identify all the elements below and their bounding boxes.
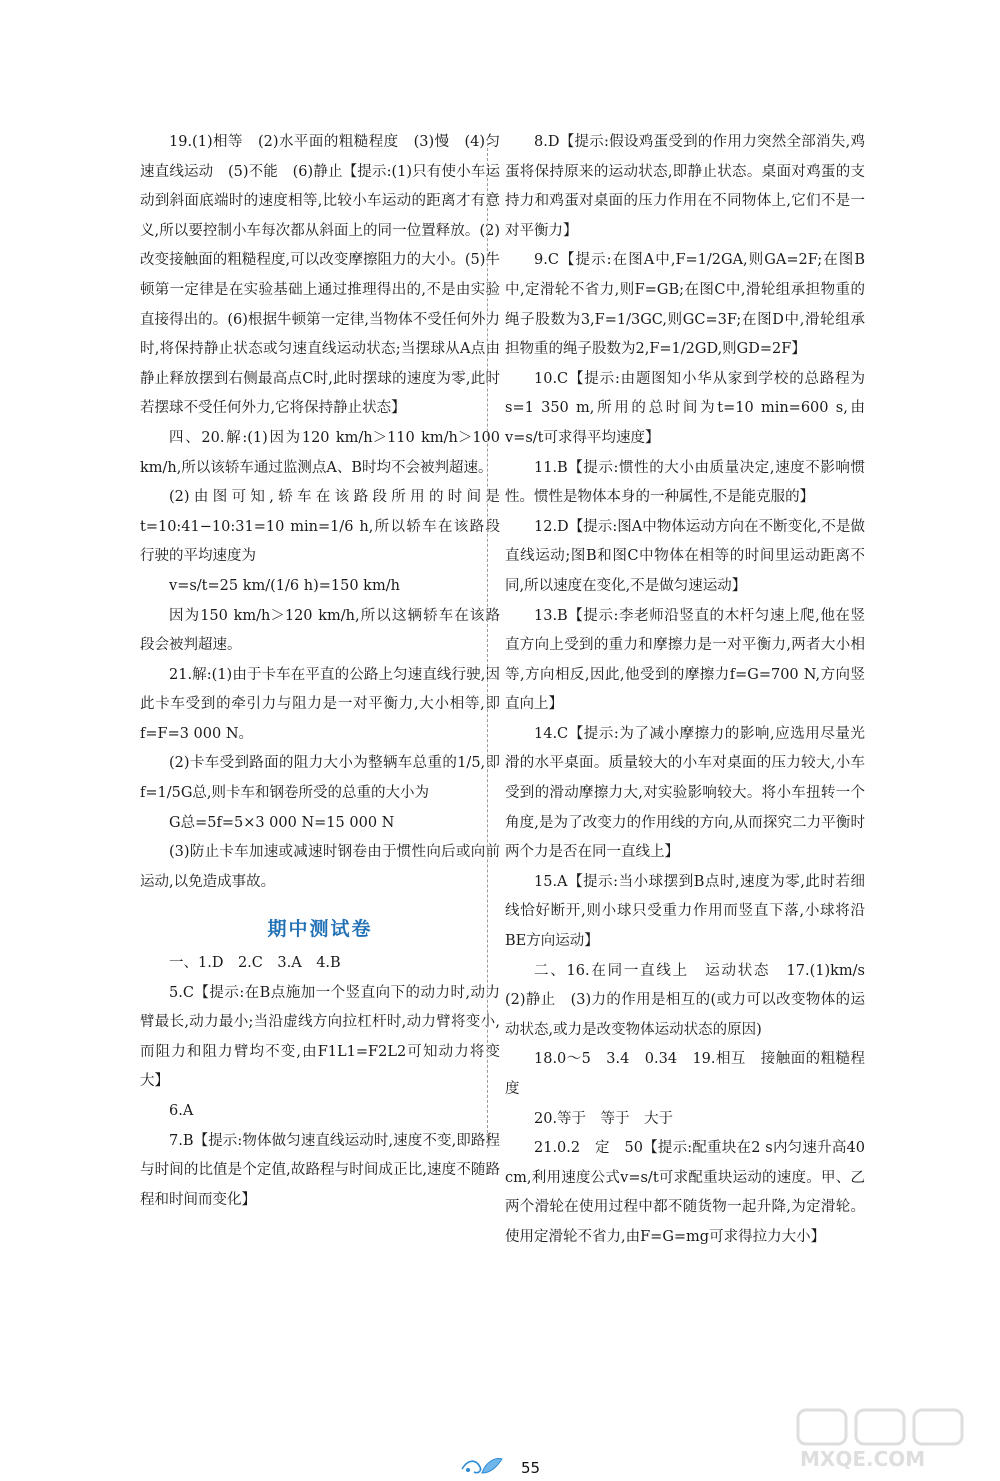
column-divider [487,138,488,1148]
right-column [505,128,880,1253]
answer-paragraph: 9.C【提示:在图A中,F=1/2GA,则GA=2F;在图B中,定滑轮不省力,则F=GB;在图C中,滑轮组承担物重的绳子股数为3,F=1/3GC,则GC=3F;在图D中,滑轮组承担物重的绳子股数为2,F=1/2GD,则GD=2F】 [505,252,865,358]
answer-paragraph: 二、16.在同一直线上 运动状态 17.(1)km/s (2)静止 (3)力的作用是相互的(或力可以改变物体的运动状态,或力是改变物体运动状态的原因) [505,962,880,1038]
answer-paragraph: (3)防止卡车加速或减速时钢卷由于惯性向后或向前运动,以免造成事故。 [140,844,500,890]
answer-paragraph: 因为150 km/h＞120 km/h,所以这辆轿车在该路段会被判超速。 [140,607,500,654]
answer-paragraph: 6.A [169,1103,194,1119]
answer-paragraph: (2)卡车受到路面的阻力大小为整辆车总重的1/5,即f=1/5G总,则卡车和钢卷所受的总重的大小为 [140,755,500,802]
answer-paragraph: 19.(1)相等 (2)水平面的粗糙程度 (3)慢 (4)匀速直线运动 (5)不能 (6)静止【提示:(1)只有使小车运动到斜面底端时的速度相等,比较小车运动的距离才有意义,所以要控制小车每次都从斜面上的同一位置释放。(2)改变接触面的粗糙程度,可以改变摩擦阻力的大小。(5)牛顿第一定律是在实验基础上通过推理得出的,不是由实验直接得出的。(6)根据牛顿第一定律,当物体不受任何外力时,将保持静止状态或匀速直线运动状态;当摆球从A点由静止释放摆到右侧最高点C时,此时摆球的速度为零,此时若摆球不受任何外力,它将保持静止状态】 [140,134,500,417]
answer-paragraph: 15.A【提示:当小球摆到B点时,速度为零,此时若细线恰好断开,则小球只受重力作用而竖直下落,小球将沿BE方向运动】 [505,873,865,950]
answer-paragraph: 18.0～5 3.4 0.34 19.相互 接触面的粗糙程度 [505,1051,865,1097]
left-column [140,128,500,1215]
page-number: 55 [521,1459,541,1477]
answer-paragraph: 11.B【提示:惯性的大小由质量决定,速度不影响惯性。惯性是物体本身的一种属性,不是能克服的】 [505,459,865,506]
answer-paragraph: 10.C【提示:由题图知小华从家到学校的总路程为s=1 350 m,所用的总时间为t=10 min=600 s,由v=s/t可求得平均速度】 [505,370,865,446]
answer-paragraph: 14.C【提示:为了减小摩擦力的影响,应选用尽量光滑的水平桌面。质量较大的小车对桌面的压力较大,小车受到的滑动摩擦力大,对实验影响较大。将小车扭转一个角度,是为了改变力的作用线的方向,从而探究二力平衡时两个力是否在同一直线上】 [505,725,865,861]
section-title: 期中测试卷 [267,918,373,941]
answer-paragraph: G总=5f=5×3 000 N=15 000 N [169,814,395,831]
watermark-logo [794,1406,984,1470]
decorative-leaf-icon [460,1455,504,1481]
answer-paragraph: 一、1.D 2.C 3.A 4.B [169,955,341,972]
svg-text:MXQE.COM: MXQE.COM [800,1447,926,1470]
answer-paragraph: 21.解:(1)由于卡车在平直的公路上匀速直线行驶,因此卡车受到的牵引力与阻力是一对平衡力,大小相等,即f=F=3 000 N。 [140,666,500,742]
answer-paragraph: 四、20.解:(1)因为120 km/h＞110 km/h＞100 km/h,所以该轿车通过监测点A、B时均不会被判超速。 [140,429,500,476]
answer-paragraph: 20.等于 等于 大于 [534,1110,674,1127]
answer-paragraph: 21.0.2 定 50【提示:配重块在2 s内匀速升高40 cm,利用速度公式v=s/t可求配重块运动的速度。甲、乙两个滑轮在使用过程中都不随货物一起升降,为定滑轮。使用定滑轮不省力,由F=G=mg可求得拉力大小】 [505,1140,865,1245]
answer-paragraph: 5.C【提示:在B点施加一个竖直向下的动力时,动力臂最长,动力最小;当沿虚线方向拉杠杆时,动力臂将变小,而阻力和阻力臂均不变,由F1L1=F2L2可知动力将变大】 [140,984,500,1090]
answer-paragraph: 13.B【提示:李老师沿竖直的木杆匀速上爬,他在竖直方向上受到的重力和摩擦力是一对平衡力,两者大小相等,方向相反,因此,他受到的摩擦力f=G=700 N,方向竖直向上】 [505,607,865,713]
answer-paragraph: (2)由图可知,轿车在该路段所用的时间是t=10:41−10:31=10 min=1/6 h,所以轿车在该路段行驶的平均速度为 [140,489,500,565]
answer-paragraph: 7.B【提示:物体做匀速直线运动时,速度不变,即路程与时间的比值是个定值,故路程与时间成正比,速度不随路程和时间而变化】 [140,1132,500,1208]
answer-paragraph: 12.D【提示:图A中物体运动方向在不断变化,不是做直线运动;图B和图C中物体在相等的时间里运动距离不同,所以速度在变化,不是做匀速运动】 [505,518,865,594]
answer-paragraph: 8.D【提示:假设鸡蛋受到的作用力突然全部消失,鸡蛋将保持原来的运动状态,即静止状态。桌面对鸡蛋的支持力和鸡蛋对桌面的压力作用在不同物体上,它们不是一对平衡力】 [505,134,865,239]
answer-paragraph: v=s/t=25 km/(1/6 h)=150 km/h [169,577,400,594]
